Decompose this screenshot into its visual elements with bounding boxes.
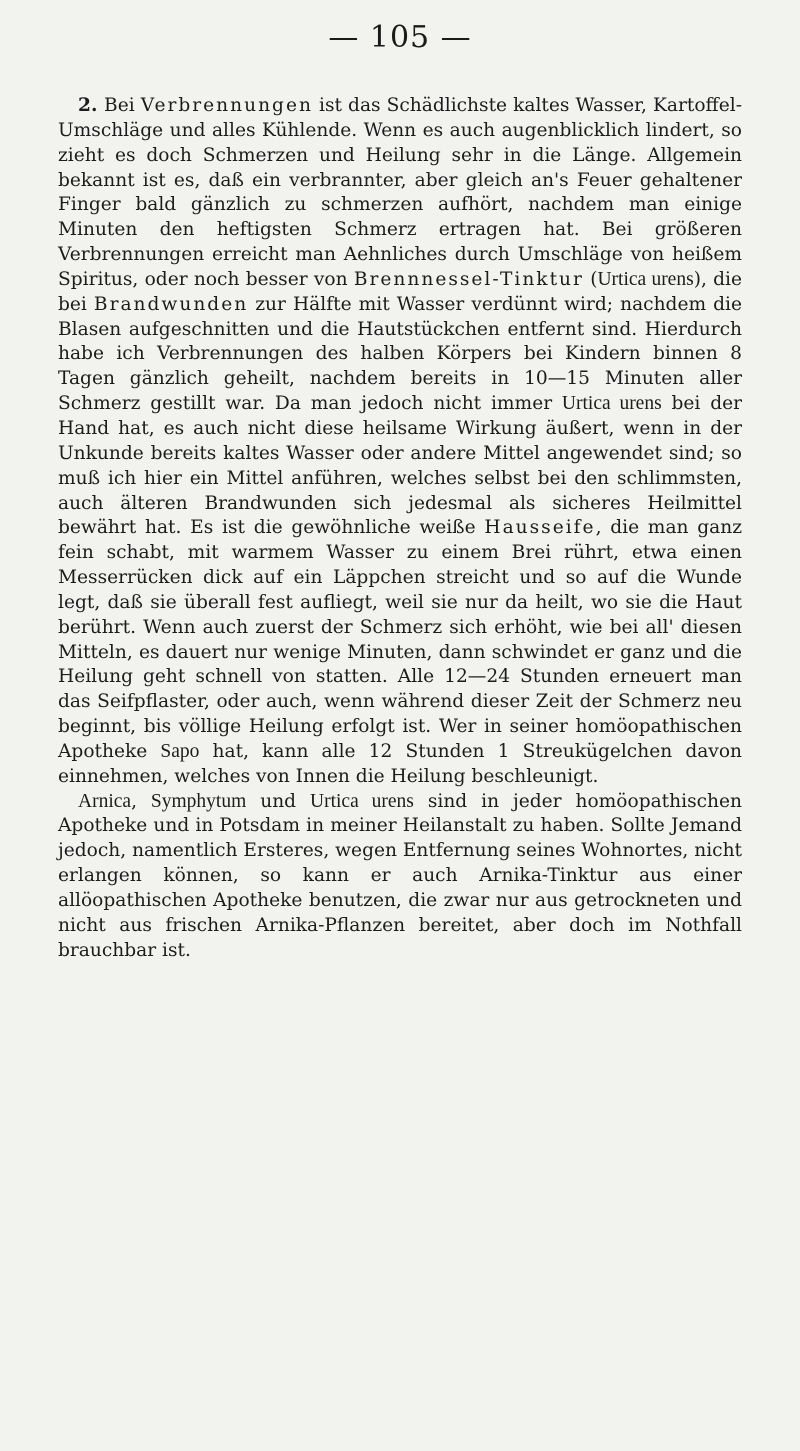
text-segment: Hausseife: [484, 517, 596, 539]
text-segment: 2.: [78, 95, 105, 116]
text-segment: Verbrennungen: [140, 95, 313, 116]
text-segment: Urtica urens: [310, 790, 414, 812]
text-segment: Brennnessel-Tinktur: [353, 268, 584, 290]
text-segment: ,: [131, 790, 151, 812]
text-segment: Urtica urens: [597, 268, 694, 290]
text-segment: sind in jeder homöopathischen Apotheke und in Potsdam in meiner Heilanstalt zu haben. Sollte Jemand jedoch, namentlich Ersteres, wegen Entfernung seines Wohnortes, nicht erlangen können, so kann er auch Arnika-Tinktur aus einer allöopathischen Apotheke benutzen, die zwar nur aus getrockneten und nicht aus frischen Arnika-Pflanzen bereitet, aber doch im Nothfall brauchbar ist.: [58, 790, 743, 961]
text-segment: Sapo: [160, 740, 200, 762]
paragraph-p2: [58, 790, 742, 964]
text-segment: Arnica: [78, 790, 132, 812]
text-segment: Bei: [104, 95, 141, 116]
text-segment: , die man ganz fein schabt, mit warmem Wasser zu einem Brei rührt, etwa einen Messerrücken dick auf ein Läppchen streicht und so auf die Wunde legt, daß sie überall fest aufliegt, weil sie nur da heilt, wo sie die Haut berührt. Wenn auch zuerst der Schmerz sich erhöht, wie bei all' diesen Mitteln, es dauert nur wenige Minuten, dann schwindet er ganz und die Heilung geht schnell von statten. Alle 12—24 Stunden erneuert man das Seifpflaster, oder auch, wenn während dieser Zeit der Schmerz neu beginnt, bis völlige Heilung erfolgt ist. Wer in seiner homöopathischen Apotheke: [58, 517, 743, 762]
body-text: [58, 94, 742, 964]
text-segment: hat, kann alle 12 Stunden 1 Streukügelchen davon einnehmen, welches von Innen die Heilung beschleunigt.: [58, 740, 742, 787]
text-segment: (: [583, 268, 598, 290]
text-segment: ), die bei: [58, 268, 742, 315]
text-segment: zur Hälfte mit Wasser verdünnt wird; nachdem die Blasen aufgeschnitten und die Hautstückchen entfernt sind. Hierdurch habe ich Verbrennungen des halben Körpers bei Kindern binnen 8 Tagen gänzlich geheilt, nachdem bereits in 10—15 Minuten aller Schmerz gestillt war. Da man jedoch nicht immer: [58, 293, 743, 415]
text-segment: Symphytum: [150, 790, 247, 812]
text-segment: Brandwunden: [93, 293, 249, 315]
page-number: — 105 —: [328, 20, 472, 55]
text-segment: bei der Hand hat, es auch nicht diese heilsame Wirkung äußert, wenn in der Unkunde bereits kaltes Wasser oder andere Mittel angewendet sind; so muß ich hier ein Mittel anführen, welches selbst bei den schlimmsten, auch älteren Brandwunden sich jedesmal als sicheres Heilmittel bewährt hat. Es ist die gewöhnliche weiße: [58, 393, 742, 539]
text-segment: und: [246, 790, 311, 812]
text-segment: ist das Schädlichste kaltes Wasser, Kartoffel-Umschläge und alles Kühlende. Wenn es auch augenblicklich lindert, so zieht es doch Schmerzen und Heilung sehr in die Länge. Allgemein bekannt ist es, daß ein verbrannter, aber gleich an's Feuer gehaltener Finger bald gänzlich zu schmerzen aufhört, nachdem man einige Minuten den heftigsten Schmerz ertragen hat. Bei größeren Verbrennungen erreicht man Aehnliches durch Umschläge von heißem Spiritus, oder noch besser von: [58, 95, 742, 290]
paragraph-p1: [58, 94, 742, 790]
text-segment: Urtica urens: [561, 393, 662, 415]
